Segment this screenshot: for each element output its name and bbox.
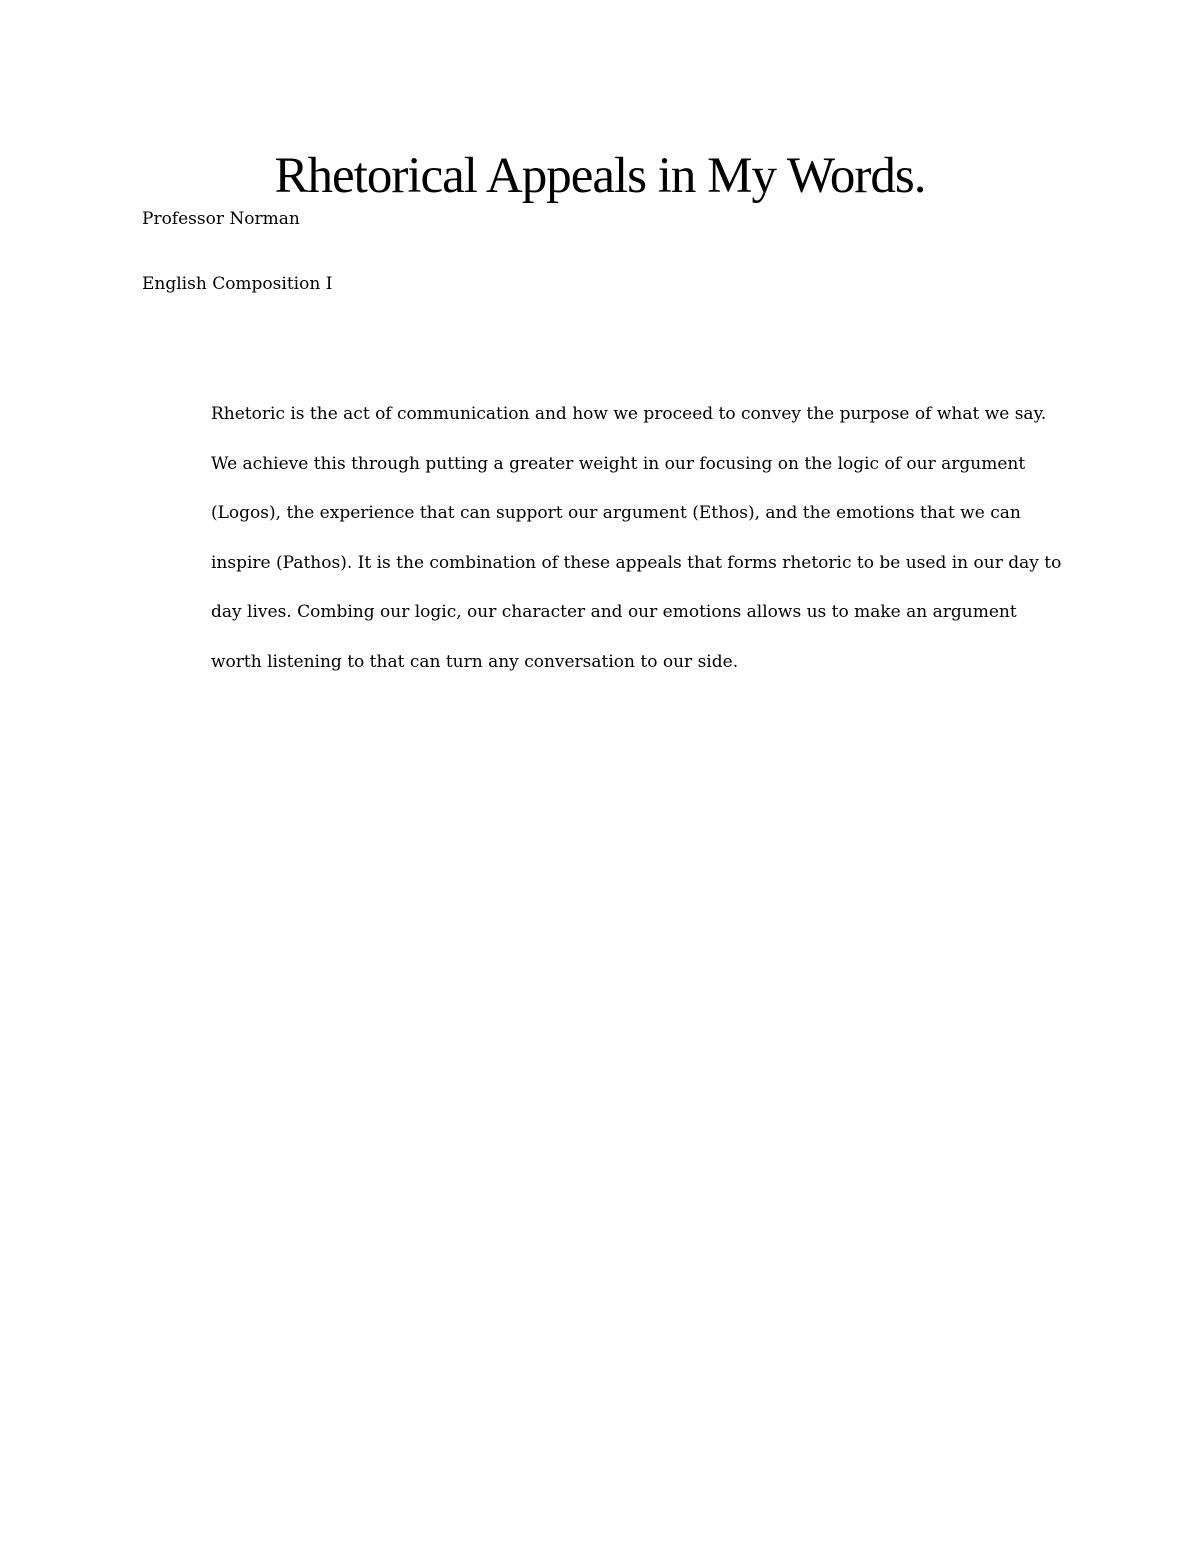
course-name: English Composition I (142, 274, 333, 294)
paragraph-line: worth listening to that can turn any conversation to our side. (211, 651, 739, 672)
paragraph-line: (Logos), the experience that can support our argument (Ethos), and the emotions that we can (211, 503, 1021, 524)
paragraph-line: day lives. Combing our logic, our character and our emotions allows us to make an argument (211, 602, 1017, 623)
document-title: Rhetorical Appeals in My Words. (274, 148, 926, 204)
body-paragraph (211, 401, 1071, 699)
paragraph-line: We achieve this through putting a greater weight in our focusing on the logic of our argument (211, 453, 1026, 474)
professor-name: Professor Norman (142, 209, 300, 229)
paragraph-line: inspire (Pathos). It is the combination of these appeals that forms rhetoric to be used in our day to (211, 552, 1062, 573)
paragraph-line: Rhetoric is the act of communication and how we proceed to convey the purpose of what we say. (211, 404, 1047, 424)
